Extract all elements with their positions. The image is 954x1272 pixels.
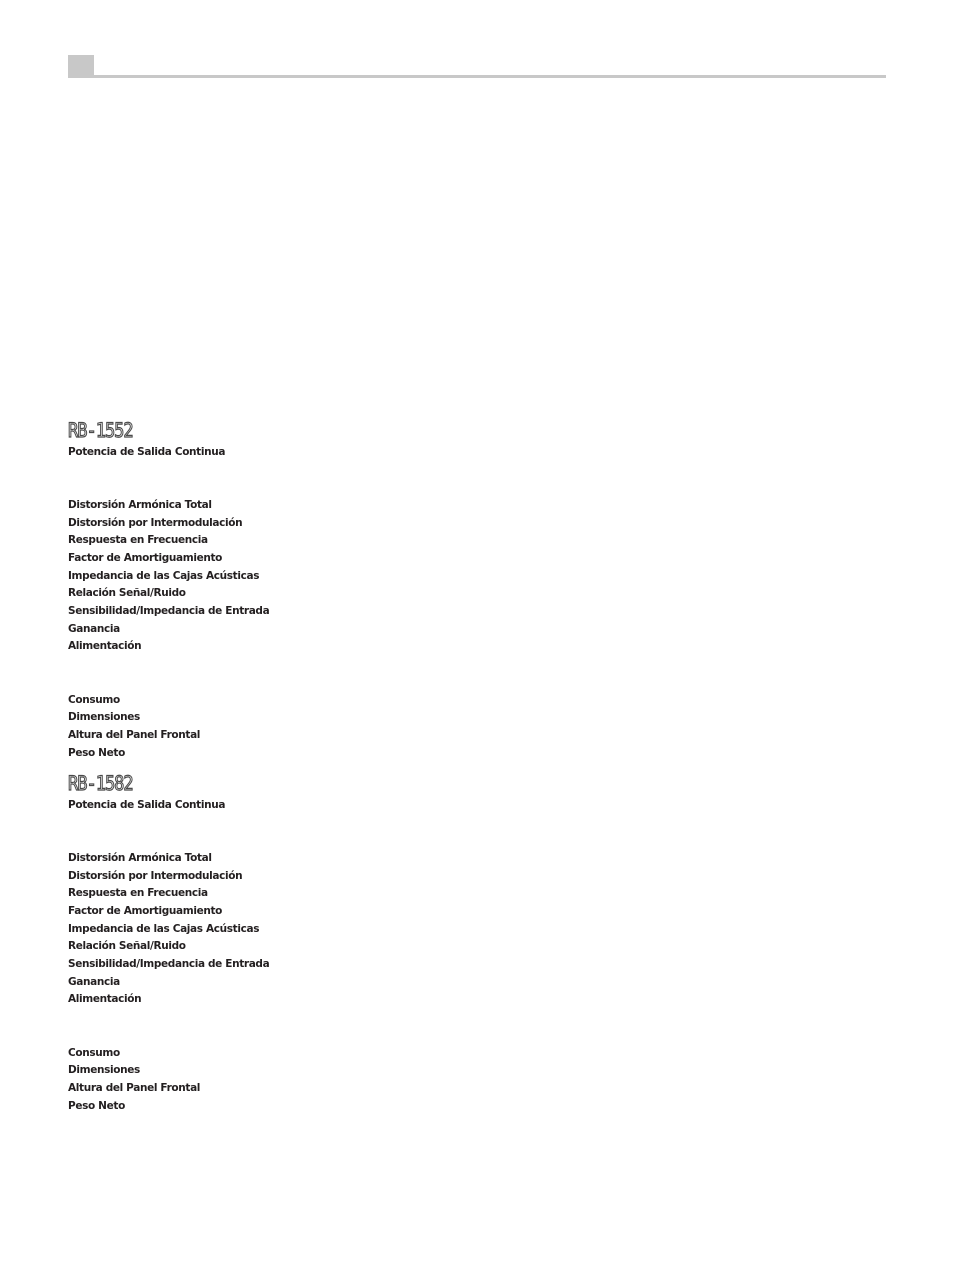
spec-label-signal-noise: Relación Señal/Ruido [68,587,186,599]
spec-label-consumption: Consumo [68,1047,120,1059]
header-marker [68,55,94,78]
spec-label-net-weight: Peso Neto [68,747,125,759]
spec-label-output-power: Potencia de Salida Continua [68,799,226,811]
spec-label-output-power: Potencia de Salida Continua [68,446,226,458]
spec-label-input-sensitivity: Sensibilidad/Impedancia de Entrada [68,605,270,617]
model-title: RB-1552 [68,419,133,443]
spec-label-speaker-impedance: Impedancia de las Cajas Acústicas [68,570,260,582]
model-title: RB-1582 [68,772,133,796]
spec-label-power-supply: Alimentación [68,640,142,652]
spec-label-imd: Distorsión por Intermodulación [68,870,243,882]
spec-label-damping-factor: Factor de Amortiguamiento [68,905,223,917]
spec-label-panel-height: Altura del Panel Frontal [68,729,201,741]
spec-label-frequency-response: Respuesta en Frecuencia [68,887,208,899]
spec-label-net-weight: Peso Neto [68,1100,125,1112]
header-rule [94,75,886,78]
spec-label-thd: Distorsión Armónica Total [68,852,212,864]
spec-label-dimensions: Dimensiones [68,711,140,723]
spec-label-imd: Distorsión por Intermodulación [68,517,243,529]
spec-label-signal-noise: Relación Señal/Ruido [68,940,186,952]
spec-label-frequency-response: Respuesta en Frecuencia [68,534,208,546]
spec-label-gain: Ganancia [68,623,120,635]
spec-label-input-sensitivity: Sensibilidad/Impedancia de Entrada [68,958,270,970]
spec-label-power-supply: Alimentación [68,993,142,1005]
spec-label-damping-factor: Factor de Amortiguamiento [68,552,223,564]
spec-label-thd: Distorsión Armónica Total [68,499,212,511]
spec-label-dimensions: Dimensiones [68,1064,140,1076]
spec-label-consumption: Consumo [68,694,120,706]
spec-label-gain: Ganancia [68,976,120,988]
spec-label-panel-height: Altura del Panel Frontal [68,1082,201,1094]
spec-label-speaker-impedance: Impedancia de las Cajas Acústicas [68,923,260,935]
